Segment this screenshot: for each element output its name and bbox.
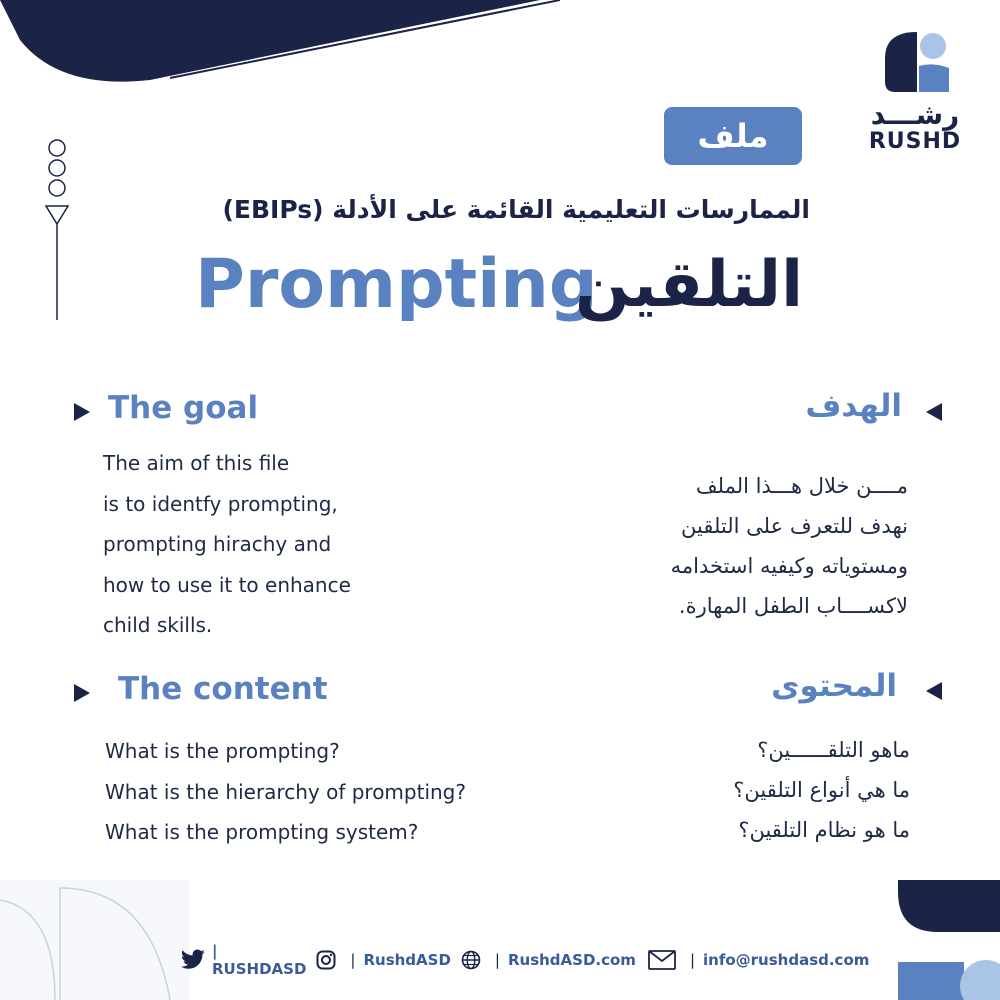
file-badge: ملف: [664, 107, 802, 165]
arrow-left-icon: [926, 682, 942, 700]
vertical-decoration-icon: [40, 138, 80, 323]
globe-icon[interactable]: [461, 950, 481, 970]
goal-heading-en: The goal: [108, 390, 259, 426]
logo-english-text: RUSHD: [868, 129, 962, 154]
content-line-en: What is the hierarchy of prompting?: [105, 779, 466, 804]
title-arabic: التلقين: [575, 248, 803, 322]
instagram-handle[interactable]: RushdASD: [363, 951, 451, 969]
content-heading-ar: المحتوى: [771, 668, 897, 704]
goal-text-ar: [560, 466, 908, 626]
website-link[interactable]: RushdASD.com: [507, 951, 636, 969]
title-english: Prompting: [195, 245, 598, 324]
arrow-left-icon: [926, 403, 942, 421]
goal-line-en: child skills.: [103, 613, 213, 638]
footer-separator: |: [494, 951, 500, 969]
goal-line-en: is to identfy prompting,: [103, 491, 338, 516]
goal-line-en: prompting hirachy and: [103, 532, 332, 557]
mail-icon[interactable]: [648, 950, 676, 970]
goal-line-ar: مــــن خلال هـــذا الملف: [695, 474, 908, 498]
content-line-en: What is the prompting system?: [105, 820, 419, 845]
content-text-en: [105, 731, 565, 853]
content-heading-en: The content: [118, 671, 328, 707]
logo-mark-icon: [875, 28, 955, 98]
logo-arabic-text: رشـــد: [870, 98, 960, 131]
goal-line-en: The aim of this file: [103, 451, 290, 475]
bottom-left-decoration: [0, 880, 190, 1000]
content-line-en: What is the prompting?: [105, 739, 340, 763]
goal-text-en: [103, 443, 463, 646]
goal-line-en: how to use it to enhance: [103, 572, 351, 597]
content-line-ar: ما هي أنواع التلقين؟: [733, 778, 910, 802]
goal-heading-ar: الهدف: [805, 388, 902, 424]
twitter-icon[interactable]: [180, 949, 206, 971]
goal-line-ar: ومستوياته وكيفيه استخدامه: [670, 554, 908, 578]
content-text-ar: [620, 730, 910, 850]
arrow-right-icon: [74, 684, 90, 702]
arrow-right-icon: [74, 403, 90, 421]
content-line-ar: ما هو نظام التلقين؟: [738, 818, 910, 842]
instagram-icon[interactable]: [316, 950, 336, 970]
bottom-right-decoration: [898, 880, 1000, 1000]
subtitle: الممارسات التعليمية القائمة على الأدلة (EBIPs): [222, 195, 810, 224]
email-link[interactable]: info@rushdasd.com: [703, 951, 870, 969]
page-title: [195, 240, 815, 330]
footer-contacts: [180, 942, 870, 978]
twitter-handle[interactable]: | RUSHDASD: [212, 942, 307, 978]
content-line-ar: ماهو التلقــــــين؟: [757, 738, 910, 762]
footer-separator: |: [689, 951, 695, 969]
rushd-logo: [860, 28, 970, 154]
top-decorative-shape: [0, 0, 560, 100]
goal-line-ar: نهدف للتعرف على التلقين: [681, 514, 908, 538]
footer-separator: |: [350, 951, 356, 969]
goal-line-ar: لاكســــاب الطفل المهارة.: [678, 594, 908, 618]
